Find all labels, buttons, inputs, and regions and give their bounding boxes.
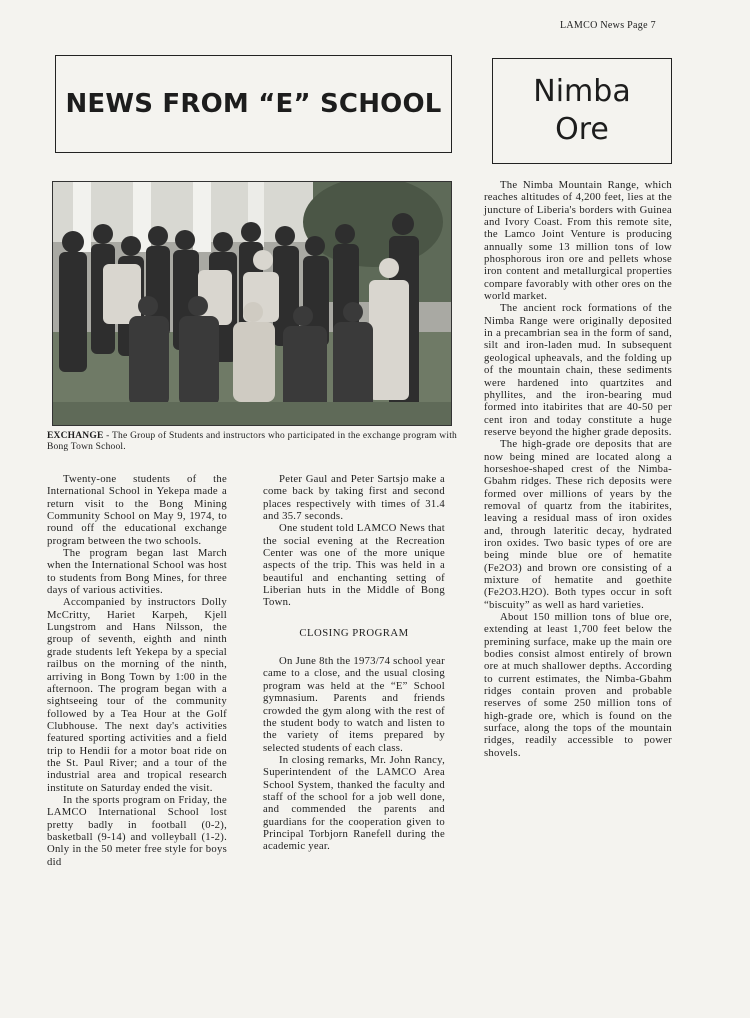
paragraph: On June 8th the 1973/74 school year came to a close, and the usual closing program was held at the “E” School gymnasium. Parents and friends crowded the gym along with the rest of the student body to watch and listen to the variety of items prepared by selected students of each class. xyxy=(263,655,445,754)
paragraph: The ancient rock formations of the Nimba Range were originally deposited in a precambrian sea in the form of sand, silt and iron-laden mud. In subsequent geological upheavals, and the folding up of the mountain chain, these sediments were hardened into quartzites and phyllites, and the iron-bearing mud formed into itabirites that are 40-50 per cent iron and today constitute a huge reserve beyond the higher grade deposits. xyxy=(484,302,672,438)
page-header: LAMCO News Page 7 xyxy=(560,20,656,31)
paragraph: In the sports program on Friday, the LAMCO International School lost pretty badly in football (0-2), basketball (9-14) and volleyball (1-2). Only in the 50 meter free style for boys did xyxy=(47,793,227,868)
paragraph: The program began last March when the International School was host to students from Bong Mines, for three days of various activities. xyxy=(47,547,227,597)
photo-caption xyxy=(47,431,457,453)
paragraph: Peter Gaul and Peter Sartsjo make a come back by taking first and second places respectively with times of 31.4 and 35.7 seconds. xyxy=(263,473,445,523)
school-article-column-1 xyxy=(47,473,227,868)
paragraph: The high-grade ore deposits that are now being mined are located along a horseshoe-shaped crest of the Nimba-Gbahm ridges. These rich deposits were formed over millions of years by the removal of quartz from the itabirites, leaving a residual mass of iron oxides and, through lateritic decay, hydrated iron oxides. Two basic types of ore are being minde blue ore of hematite (Fe2O3) and brown ore consisting of a mixture of hematite and goethite (Fe2O3.H2O). Both types occur in soft “biscuity” as well as hard varieties. xyxy=(484,438,672,611)
group-photo xyxy=(52,181,452,426)
paragraph: In closing remarks, Mr. John Rancy, Superintendent of the LAMCO Area School System, thanked the faculty and staff of the school for a job well done, and commended the parents and guardians for the cooperation given to Principal Torbjorn Ranefell during the academic year. xyxy=(263,753,445,853)
article-title-box xyxy=(55,55,452,153)
school-article-column-2 xyxy=(263,473,445,853)
paragraph: The Nimba Mountain Range, which reaches altitudes of 4,200 feet, lies at the juncture of Liberia's borders with Guinea and Ivory Coast. From this remote site, the Lamco Joint Venture is producing annually some 13 million tons of low phosphorous iron ore and pellets whose iron content and metallurgical properties compare favorably with other ores on the world market. xyxy=(484,179,672,303)
side-title-line2: Ore xyxy=(555,112,609,147)
section-subheading: CLOSING PROGRAM xyxy=(299,626,409,639)
ore-article-column xyxy=(484,179,672,759)
side-title-line1: Nimba xyxy=(533,74,631,109)
paragraph: About 150 million tons of blue ore, extending at least 1,700 feet below the premining surface, make up the main ore bodies consist almost entirely of brown ore at much shallower depths. According to current estimates, the Nimba-Gbahm ridges contain proven and probable reserves of some 250 million tons of high-grade ore, which is found on the surface, along the tops of the mountain ridges, readily accessible to power shovels. xyxy=(484,611,672,759)
article-title: NEWS FROM “E” SCHOOL xyxy=(65,89,442,119)
side-title-box xyxy=(492,58,672,164)
caption-text: - The Group of Students and instructors who participated in the exchange program with Bong Town School. xyxy=(47,431,457,452)
paragraph: One student told LAMCO News that the social evening at the Recreation Center was one of the more unique aspects of the trip. This was held in a beautiful and enchanting setting of Liberian huts in the Middle of Bong Town. xyxy=(263,522,445,609)
caption-label: EXCHANGE xyxy=(47,431,104,441)
paragraph: Twenty-one students of the International School in Yekepa made a return visit to the Bong Mining Community School on May 9, 1974, to round off the educational exchange program between the two schools. xyxy=(47,473,227,547)
paragraph: Accompanied by instructors Dolly McCritty, Hariet Karpeh, Kjell Lungstrom and Hans Nilsson, the group of seventh, eighth and ninth grade students left Yekepa by a special railbus on the morning of the ninth, arriving in Bong Town by 1:00 in the afternoon. The program began with a sightseeing tour of the community followed by a Tea Hour at the Golf Clubhouse. The next day's activities featured sporting activities and a field trip to Hendii for a motor boat ride on the St. Paul River; and a tour of the industrial area and tropical research institute on Saturday ended the visit. xyxy=(47,596,227,794)
